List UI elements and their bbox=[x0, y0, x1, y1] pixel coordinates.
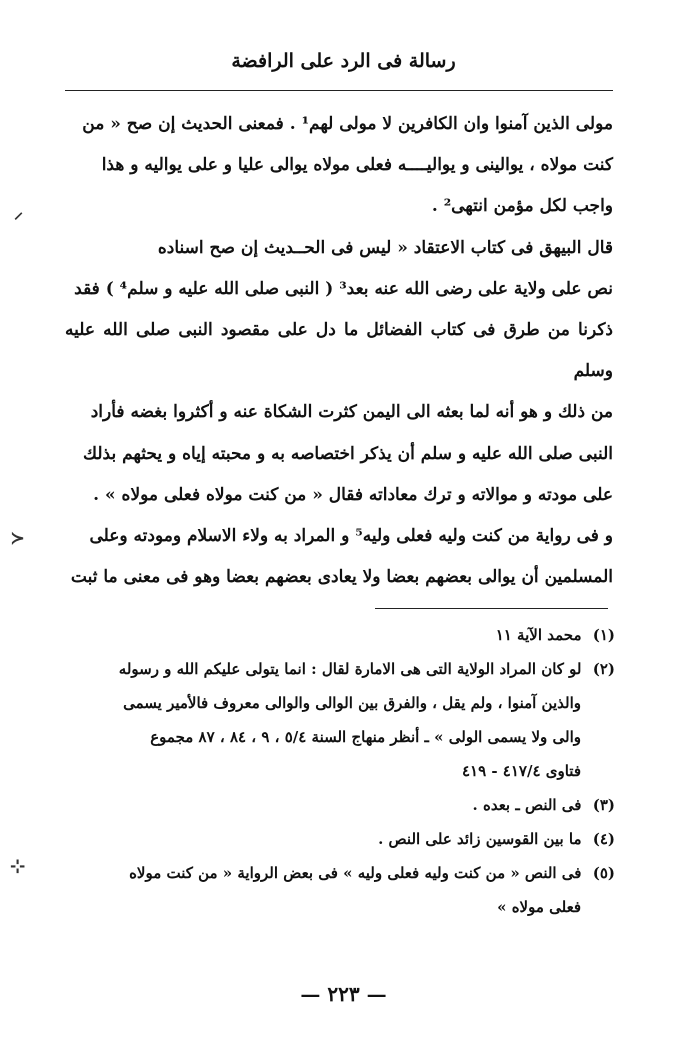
text-line: النبى صلى الله عليه و سلم أن يذكر اختصاصه به و محبته إياه و يحثهم بذلك bbox=[83, 443, 613, 464]
margin-mark-icon: ≻ bbox=[10, 528, 26, 549]
footnote-text: محمد الآية ١١ bbox=[495, 626, 582, 644]
footnote-number: (٢) bbox=[592, 660, 615, 678]
margin-mark-icon: ⊹ bbox=[10, 856, 26, 877]
footnote-text: فى النص ـ بعده . bbox=[472, 796, 582, 814]
text-line: على مودته و موالاته و ترك معاداته فقال « من كنت مولاه فعلى مولاه » . bbox=[93, 484, 613, 505]
main-text bbox=[65, 104, 613, 598]
footnote-4 bbox=[65, 822, 615, 856]
footnote-text: والى ولا يسمى الولى » ـ أنظر منهاج السنة ٥/٤ ، ٩ ، ٨٤ ، ٨٧ مجموع bbox=[150, 728, 581, 746]
footnote-3 bbox=[65, 788, 615, 822]
footnote-5 bbox=[65, 856, 615, 890]
footnote-text: فتاوى ٤١٧/٤ - ٤١٩ bbox=[461, 762, 581, 780]
page-number: — ٢٢٣ — bbox=[300, 982, 387, 1006]
margin-mark-icon: ⸝ bbox=[14, 202, 23, 223]
header-rule bbox=[65, 90, 613, 91]
text-line: مولى الذين آمنوا وان الكافرين لا مولى لهم¹ . فمعنى الحديث إن صح « من bbox=[82, 114, 613, 134]
footnote-number: (٤) bbox=[592, 830, 615, 848]
footnote-text: لو كان المراد الولاية التى هى الامارة لقال : انما يتولى عليكم الله و رسوله bbox=[118, 660, 582, 678]
text-line: كنت مولاه ، يوالينى و يواليــــه فعلى مولاه يوالى عليا و على يواليه و هذا bbox=[101, 155, 613, 176]
footnote-2 bbox=[65, 652, 615, 686]
footnote-1 bbox=[65, 618, 615, 652]
footnote-number: (٣) bbox=[592, 796, 615, 814]
footnote-text: والذين آمنوا ، ولم يقل ، والفرق بين الوالى والوالى معروف فالأمير يسمى bbox=[123, 694, 581, 712]
text-line: واجب لكل مؤمن انتهى² . bbox=[431, 196, 613, 217]
text-line: قال البيهق فى كتاب الاعتقاد « ليس فى الحــديث إن صح اسناده bbox=[157, 237, 613, 258]
footnote-text: ما بين القوسين زائد على النص . bbox=[378, 830, 582, 848]
text-line: من ذلك و هو أنه لما بعثه الى اليمن كثرت الشكاة عنه و أكثروا بغضه فأراد bbox=[90, 402, 613, 423]
footnotes bbox=[65, 618, 615, 924]
footnote-text: فعلى مولاه » bbox=[497, 898, 581, 916]
footnote-rule bbox=[375, 608, 608, 609]
running-title: رسالة فى الرد على الرافضة bbox=[231, 50, 456, 72]
text-line: ذكرنا من طرق فى كتاب الفضائل ما دل على مقصود النبى صلى الله عليه وسلم bbox=[65, 320, 613, 382]
footnote-text: فى النص « من كنت وليه فعلى وليه » فى بعض الرواية « من كنت مولاه bbox=[129, 864, 582, 882]
footnote-number: (١) bbox=[592, 626, 615, 644]
footnote-number: (٥) bbox=[592, 864, 615, 882]
text-line: المسلمين أن يوالى بعضهم بعضا ولا يعادى بعضهم بعضا وهو فى معنى ما ثبت bbox=[70, 567, 613, 588]
text-line: و فى رواية من كنت وليه فعلى وليه⁵ و المراد به ولاء الاسلام ومودته وعلى bbox=[89, 526, 613, 547]
text-line: نص على ولاية على رضى الله عنه بعد³ ( النبى صلى الله عليه و سلم⁴ ) فقد bbox=[74, 278, 613, 299]
